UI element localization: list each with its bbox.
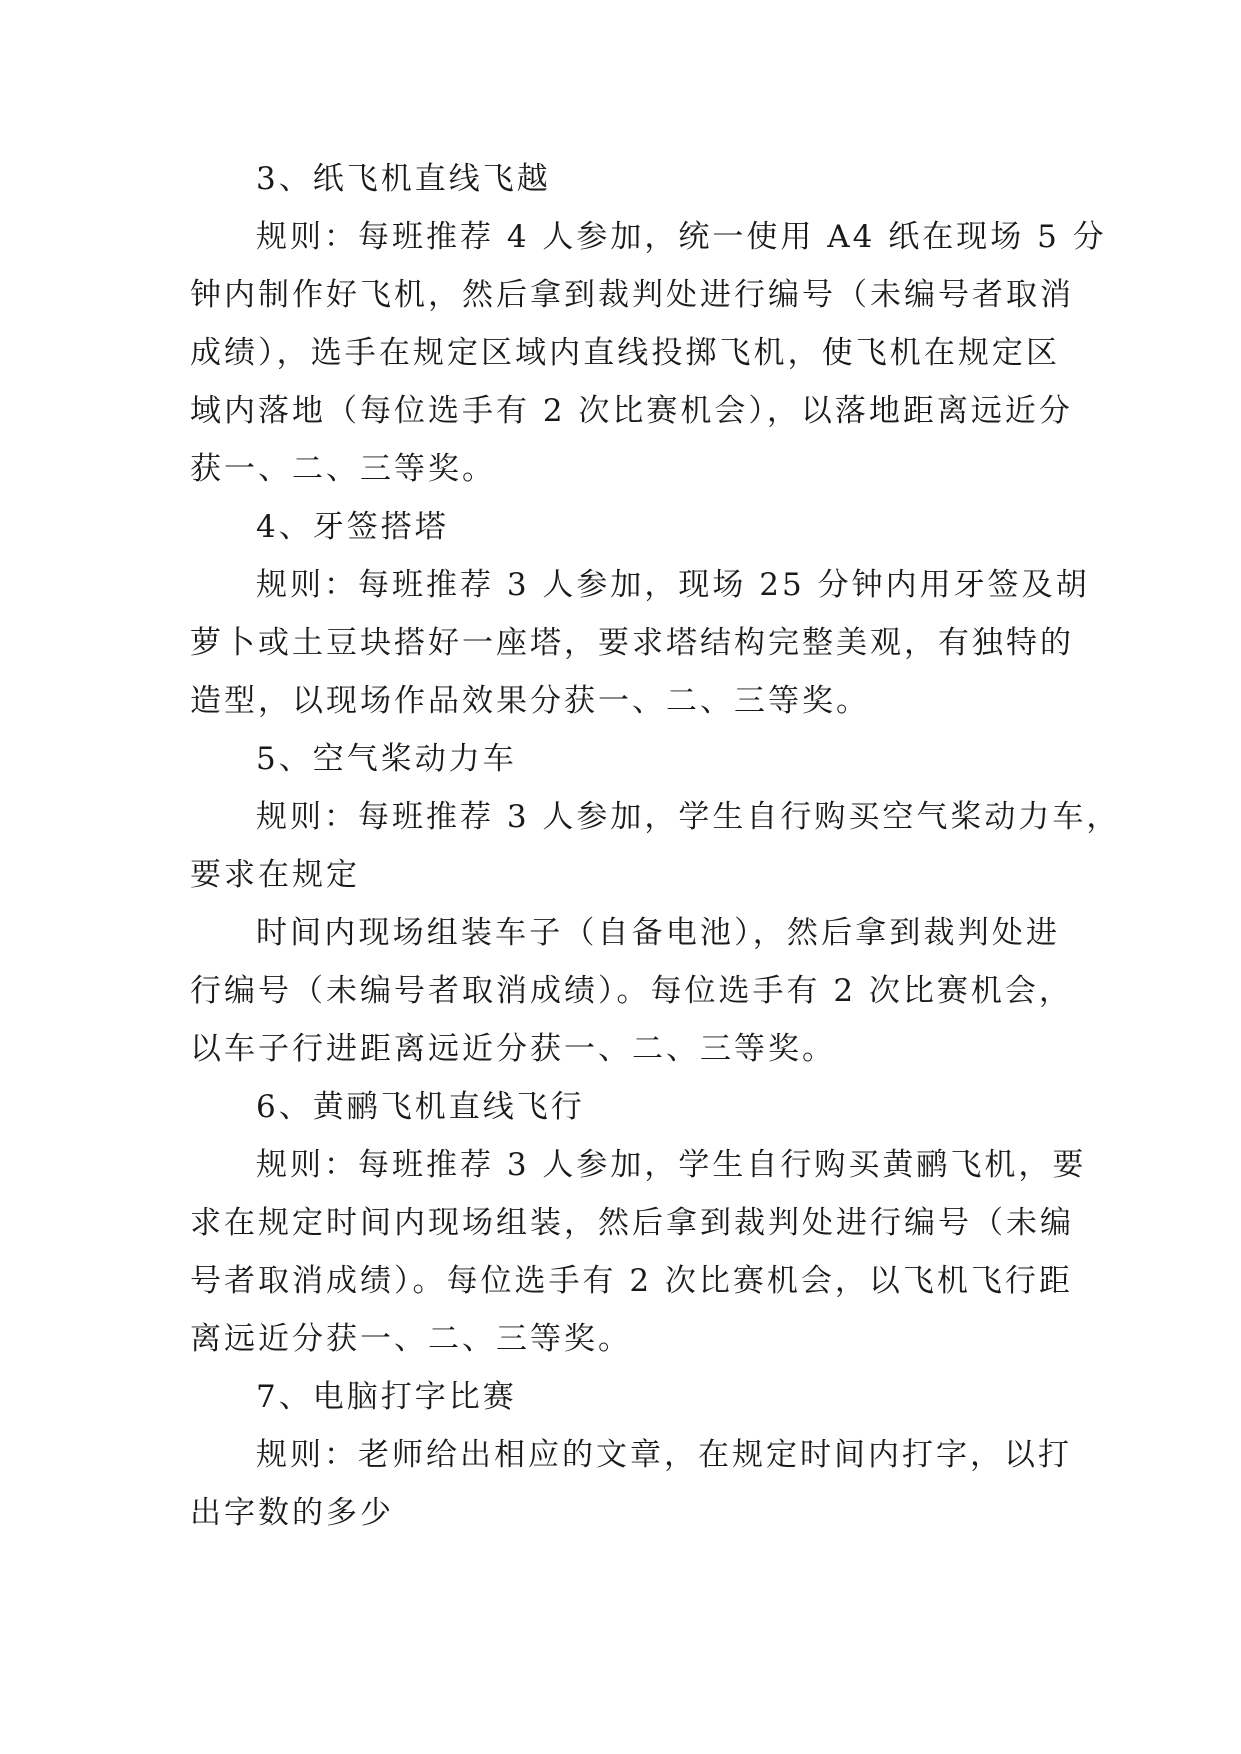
text-line: 规则：每班推荐 4 人参加，统一使用 A4 纸在现场 5 分 bbox=[256, 219, 1107, 255]
text-line: 钟内制作好飞机，然后拿到裁判处进行编号（未编号者取消 bbox=[190, 277, 1074, 313]
heading-item-4: 4、牙签搭塔 bbox=[256, 509, 449, 545]
text-line: 成绩），选手在规定区域内直线投掷飞机，使飞机在规定区 bbox=[190, 335, 1060, 371]
text-line: 出字数的多少 bbox=[190, 1495, 394, 1531]
text-line: 以车子行进距离远近分获一、二、三等奖。 bbox=[190, 1031, 836, 1067]
heading-item-3: 3、纸飞机直线飞越 bbox=[256, 161, 551, 197]
text-line: 行编号（未编号者取消成绩）。每位选手有 2 次比赛机会， bbox=[190, 973, 1073, 1009]
text-line: 造型，以现场作品效果分获一、二、三等奖。 bbox=[190, 683, 870, 719]
document-page bbox=[190, 150, 1121, 1542]
text-line: 离远近分获一、二、三等奖。 bbox=[190, 1321, 632, 1357]
text-line: 萝卜或土豆块搭好一座塔，要求塔结构完整美观，有独特的 bbox=[190, 625, 1074, 661]
heading-item-6: 6、黄鹂飞机直线飞行 bbox=[256, 1089, 585, 1125]
heading-item-7: 7、电脑打字比赛 bbox=[256, 1379, 517, 1415]
text-line: 规则：每班推荐 3 人参加，学生自行购买空气桨动力车， bbox=[256, 799, 1121, 835]
text-line: 求在规定时间内现场组装，然后拿到裁判处进行编号（未编 bbox=[190, 1205, 1074, 1241]
text-line: 规则：每班推荐 3 人参加，学生自行购买黄鹂飞机，要 bbox=[256, 1147, 1087, 1183]
text-line: 规则：老师给出相应的文章，在规定时间内打字，以打 bbox=[256, 1437, 1072, 1473]
text-line: 域内落地（每位选手有 2 次比赛机会），以落地距离远近分 bbox=[190, 393, 1073, 429]
text-line: 要求在规定 bbox=[190, 857, 360, 893]
text-line: 号者取消成绩）。每位选手有 2 次比赛机会，以飞机飞行距 bbox=[190, 1263, 1073, 1299]
text-line: 时间内现场组装车子（自备电池），然后拿到裁判处进 bbox=[256, 915, 1060, 951]
text-line: 获一、二、三等奖。 bbox=[190, 451, 496, 487]
text-line: 规则：每班推荐 3 人参加，现场 25 分钟内用牙签及胡 bbox=[256, 567, 1090, 603]
heading-item-5: 5、空气桨动力车 bbox=[256, 741, 517, 777]
